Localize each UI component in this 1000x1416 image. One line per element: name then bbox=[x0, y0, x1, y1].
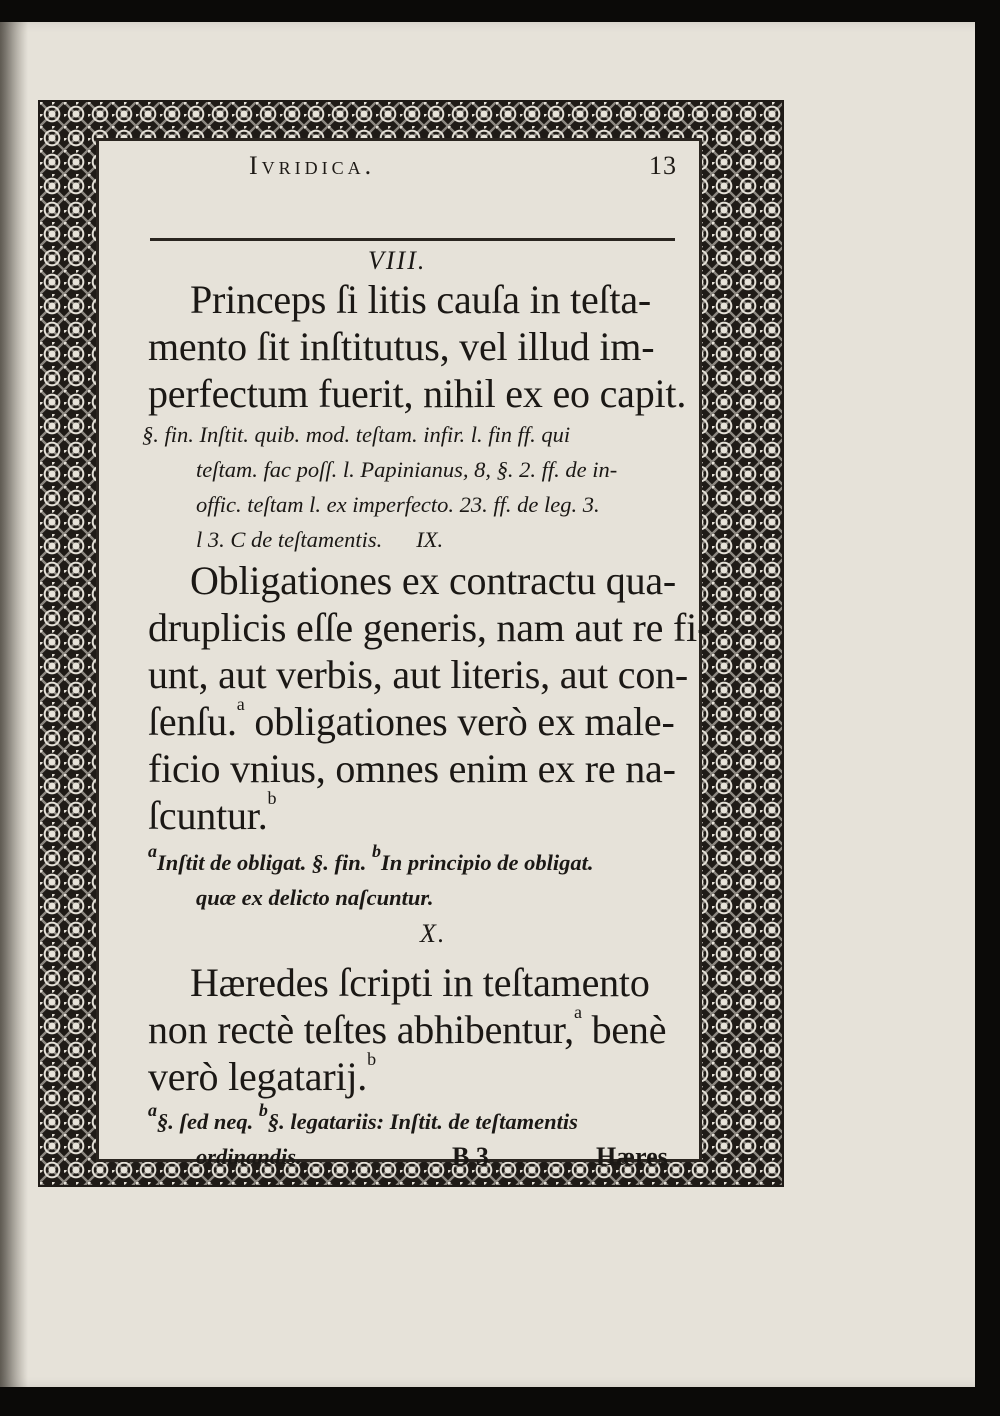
section-10-note-1 bbox=[148, 1100, 688, 1139]
section-9-line-6-text: ſcuntur. bbox=[148, 793, 268, 838]
note-mark-a: a bbox=[148, 841, 157, 861]
section-9-note-b: In principio de obligat. bbox=[381, 850, 594, 875]
section-10-line-1: Hæredes ſcripti in teſtamento bbox=[190, 960, 650, 1005]
running-title: Ivridica. bbox=[249, 151, 376, 180]
section-10-note-b-cont: ordinandis. bbox=[196, 1144, 302, 1169]
footnote-mark-a-10: a bbox=[573, 1002, 582, 1022]
page-number: 13 bbox=[649, 151, 677, 180]
section-9-line-6 bbox=[148, 788, 688, 839]
book-page bbox=[0, 22, 975, 1387]
signature-mark: B 3 bbox=[452, 1142, 489, 1171]
section-8-note-1: §. fin. Inſtit. quib. mod. teſtam. infir. l. fin ff. qui bbox=[142, 422, 571, 447]
section-8-note-4-text: l 3. C de teſtamentis. bbox=[196, 527, 383, 552]
footnote-mark-b: b bbox=[267, 788, 277, 808]
section-10-line-3 bbox=[148, 1049, 688, 1100]
note-mark-b: b bbox=[372, 841, 382, 861]
footnote-mark-a: a bbox=[236, 694, 245, 714]
note-mark-b-10: b bbox=[258, 1100, 268, 1120]
section-9-line-4a: ſenſu. bbox=[148, 699, 237, 744]
section-9-line-3: unt, aut verbis, aut literis, aut con- bbox=[148, 652, 689, 697]
header-rule bbox=[150, 238, 675, 241]
section-9-line-5: ficio vnius, omnes enim ex re na- bbox=[148, 746, 676, 791]
section-9-note-a: Inſtit de obligat. §. fin. bbox=[157, 850, 367, 875]
section-numeral-10: X. bbox=[420, 919, 447, 948]
body-text bbox=[142, 246, 711, 1174]
section-8-line-1: Princeps ſi litis cauſa in teſta- bbox=[190, 277, 652, 322]
section-8-line-3: perfectum fuerit, nihil ex eo capit. bbox=[148, 371, 687, 416]
section-8-line-2: mento ſit inſtitutus, vel illud im- bbox=[148, 324, 655, 369]
section-10-note-2 bbox=[148, 1139, 688, 1174]
section-10-line-2 bbox=[148, 1002, 688, 1053]
section-10-note-b: §. legatariis: Inſtit. de teſtamentis bbox=[267, 1109, 578, 1134]
section-10-line-2a: non rectè teſtes abhibentur, bbox=[148, 1007, 574, 1052]
catchword: Hæres bbox=[596, 1142, 668, 1171]
section-8-note-4 bbox=[148, 522, 688, 557]
section-10-line-2b: benè bbox=[591, 1007, 667, 1052]
section-8-note-3: offic. teſtam l. ex imperfecto. 23. ff. de leg. 3. bbox=[196, 492, 600, 517]
section-9-line-4b: obligationes verò ex male- bbox=[254, 699, 675, 744]
section-10-note-a: §. ſed neq. bbox=[157, 1109, 254, 1134]
section-numeral-8: VIII. bbox=[368, 246, 427, 275]
page-header bbox=[99, 141, 699, 185]
section-9-line-1: Obligationes ex contractu qua- bbox=[190, 558, 677, 603]
section-9-line-2: druplicis eſſe generis, nam aut re fi- bbox=[148, 605, 711, 650]
section-numeral-9: IX. bbox=[416, 527, 444, 552]
footnote-mark-b-10: b bbox=[367, 1049, 376, 1069]
section-9-line-4 bbox=[148, 694, 688, 745]
section-8-note-2: teſtam. fac poſſ. l. Papinianus, 8, §. 2. ff. de in- bbox=[196, 457, 618, 482]
section-9-note-1 bbox=[148, 841, 688, 880]
note-mark-a-10: a bbox=[148, 1100, 157, 1120]
section-9-note-2: quæ ex delicto naſcuntur. bbox=[196, 885, 434, 910]
section-10-line-3-text: verò legatarij. bbox=[148, 1054, 368, 1099]
gutter-shadow bbox=[0, 22, 28, 1387]
